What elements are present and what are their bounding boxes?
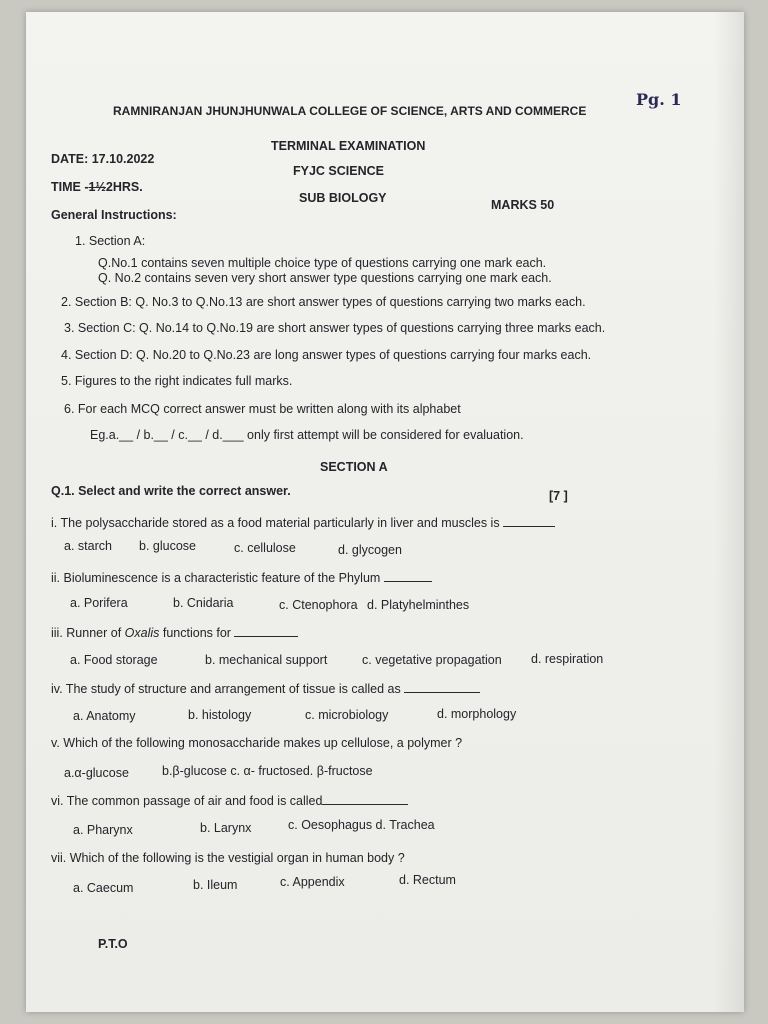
option: a. Anatomy (73, 709, 136, 723)
instruction-5: 5. Figures to the right indicates full marks. (61, 374, 293, 388)
option: d. Rectum (399, 873, 456, 887)
time-struck-value: 1½ (88, 180, 106, 194)
option: b.β-glucose c. α- fructosed. β-fructose (162, 764, 373, 778)
answer-blank (503, 515, 555, 527)
option: a. Pharynx (73, 823, 133, 837)
option: b. Cnidaria (173, 596, 234, 610)
option: c. Appendix (280, 875, 345, 889)
college-name: RAMNIRANJAN JHUNJHUNWALA COLLEGE OF SCIENCE, ARTS AND COMMERCE (113, 104, 587, 118)
q1-title: Q.1. Select and write the correct answer. (51, 484, 291, 498)
question-stem: vi. The common passage of air and food is called (51, 793, 408, 809)
instruction-6: 6. For each MCQ correct answer must be written along with its alphabet (64, 402, 461, 416)
instruction-4: 4. Section D: Q. No.20 to Q.No.23 are long answer types of questions carrying four marks each. (61, 348, 592, 362)
option: a. Caecum (73, 881, 134, 895)
option: b. Ileum (193, 878, 238, 892)
question-stem: i. The polysaccharide stored as a food material particularly in liver and muscles is (51, 515, 555, 531)
question-stem: ii. Bioluminescence is a characteristic feature of the Phylum (51, 570, 432, 586)
answer-blank (234, 625, 298, 637)
option: a.α-glucose (64, 766, 129, 780)
instruction-3: 3. Section C: Q. No.14 to Q.No.19 are short answer types of questions carrying three marks each. (64, 321, 606, 335)
instruction-1a: Q.No.1 contains seven multiple choice type of questions carrying one mark each. (98, 256, 547, 270)
option: b. Larynx (200, 821, 252, 835)
class-name: FYJC SCIENCE (293, 164, 384, 178)
question-stem: iv. The study of structure and arrangement of tissue is called as (51, 681, 480, 697)
option: c. Ctenophora (279, 598, 358, 612)
option: b. mechanical support (205, 653, 328, 667)
option: d. morphology (437, 707, 517, 721)
instruction-6-example: Eg.a.__ / b.__ / c.__ / d.___ only first attempt will be considered for evaluation. (90, 428, 524, 442)
option: a. starch (64, 539, 112, 553)
instruction-1: 1. Section A: (75, 234, 146, 248)
option: b. glucose (139, 539, 196, 553)
option: d. respiration (531, 652, 604, 666)
answer-blank (322, 793, 408, 805)
option: c. vegetative propagation (362, 653, 502, 667)
option: a. Food storage (70, 653, 158, 667)
exam-date: DATE: 17.10.2022 (51, 152, 155, 166)
question-stem: v. Which of the following monosaccharide makes up cellulose, a polymer ? (51, 736, 463, 750)
exam-time: TIME -1½2HRS. (51, 180, 143, 194)
page-number-handwritten: Pg. 1 (636, 90, 682, 109)
answer-blank (384, 570, 432, 582)
question-stem: iii. Runner of Oxalis functions for (51, 625, 298, 641)
instruction-2: 2. Section B: Q. No.3 to Q.No.13 are short answer types of questions carrying two marks each. (61, 295, 586, 309)
option: c. microbiology (305, 708, 389, 722)
footer-pto: P.T.O (98, 937, 128, 951)
species-name: Oxalis (124, 626, 160, 640)
option: c. Oesophagus d. Trachea (288, 818, 435, 832)
subject: SUB BIOLOGY (299, 191, 387, 205)
instructions-title: General Instructions: (51, 208, 177, 222)
option: d. glycogen (338, 543, 402, 557)
exam-title: TERMINAL EXAMINATION (271, 139, 426, 153)
option: a. Porifera (70, 596, 128, 610)
section-title: SECTION A (320, 460, 388, 474)
option: b. histology (188, 708, 252, 722)
option: c. cellulose (234, 541, 296, 555)
answer-blank (404, 681, 480, 693)
q1-marks: [7 ] (549, 489, 568, 503)
question-stem: vii. Which of the following is the vestigial organ in human body ? (51, 851, 405, 865)
instruction-1b: Q. No.2 contains seven very short answer type questions carrying one mark each. (98, 271, 552, 285)
option: d. Platyhelminthes (367, 598, 470, 612)
total-marks: MARKS 50 (491, 198, 555, 212)
